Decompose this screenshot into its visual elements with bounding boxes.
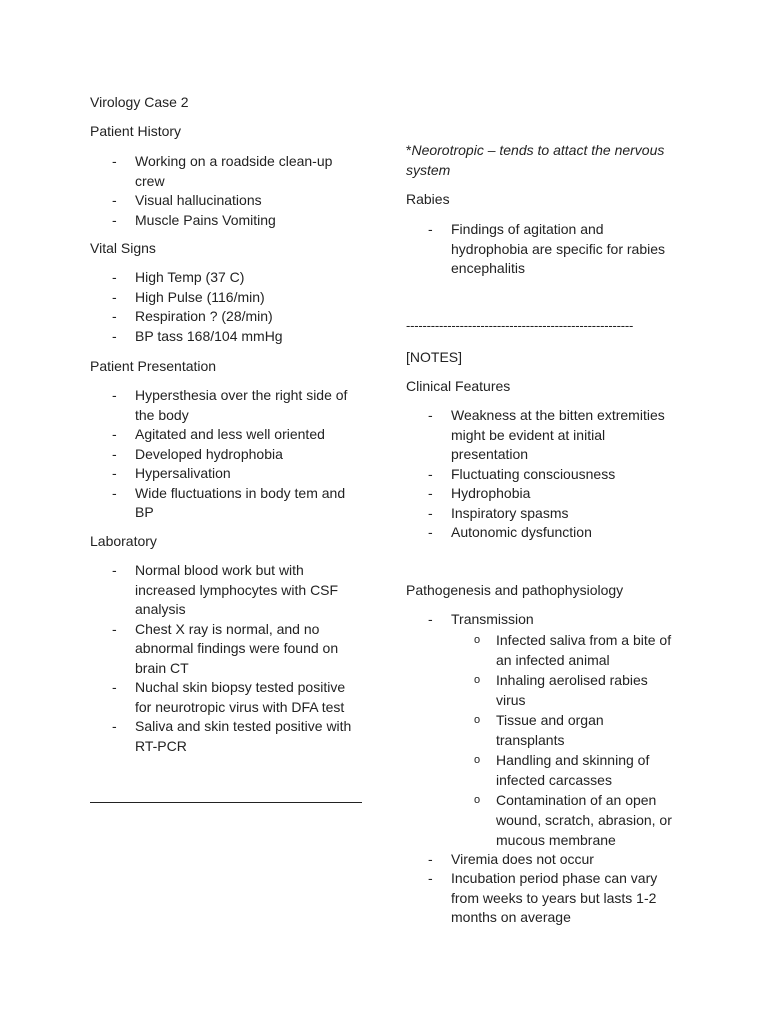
dash-bullet: - <box>112 153 117 169</box>
list-item: - Visual hallucinations <box>90 191 365 211</box>
dash-bullet: - <box>112 562 117 578</box>
list-item: - Findings of agitation and hydrophobia are specific for rabies encephalitis <box>428 221 666 276</box>
dash-bullet: - <box>112 192 117 208</box>
list-item: o Infected saliva from a bite of an infected animal <box>474 631 672 668</box>
list-item: o Contamination of an open wound, scratch, abrasion, or mucous membrane <box>474 791 672 848</box>
patient-history-heading: Patient History <box>90 123 182 139</box>
list-item: o Handling and skinning of infected carcasses <box>474 751 650 788</box>
list-item: - Fluctuating consciousness <box>406 465 681 485</box>
dash-bullet: - <box>112 269 117 285</box>
list-item: - Hypersthesia over the right side of the body <box>112 387 348 423</box>
laboratory-list <box>90 561 365 756</box>
list-item: - Wide fluctuations in body tem and BP <box>112 484 346 520</box>
circle-bullet: o <box>474 753 481 766</box>
list-item: - High Temp (37 C) <box>90 268 365 288</box>
notes-heading: [NOTES] <box>406 349 463 365</box>
list-item: - BP tass 168/104 mmHg <box>90 327 365 347</box>
dash-bullet: - <box>112 679 117 695</box>
dash-bullet: - <box>428 485 433 501</box>
neurotropic-note <box>406 141 666 180</box>
list-item: - Incubation period phase can vary from weeks to years but lasts 1-2 months on average <box>428 870 658 925</box>
clinical-features-heading: Clinical Features <box>406 378 511 394</box>
dash-bullet: - <box>112 718 117 734</box>
list-item: - Muscle Pains Vomiting <box>90 211 365 231</box>
dash-bullet: - <box>112 327 117 344</box>
list-item: - Respiration ? (28/min) <box>90 307 365 327</box>
document-title: Virology Case 2 <box>90 94 189 110</box>
rabies-heading: Rabies <box>406 191 450 207</box>
list-item: - Agitated and less well oriented <box>90 425 365 445</box>
dash-bullet: - <box>112 465 117 481</box>
list-item: - Normal blood work but with increased lymphocytes with CSF analysis <box>112 562 339 617</box>
list-item: - Autonomic dysfunction <box>406 523 681 543</box>
dash-bullet: - <box>112 288 117 305</box>
dash-bullet: - <box>112 445 117 462</box>
circle-bullet: o <box>474 713 481 726</box>
note-asterisk: * <box>406 142 412 158</box>
list-item: o Inhaling aerolised rabies virus <box>474 671 648 708</box>
dash-bullet: - <box>428 524 433 540</box>
patient-history-list <box>90 152 365 230</box>
dash-bullet: - <box>428 221 433 237</box>
list-item: - High Pulse (116/min) <box>90 288 365 308</box>
circle-bullet: o <box>474 633 481 646</box>
dash-bullet: - <box>112 211 117 228</box>
transmission-label: Transmission <box>451 611 534 627</box>
list-item: - Hydrophobia <box>406 484 681 504</box>
dash-bullet: - <box>112 484 117 501</box>
pathogenesis-heading: Pathogenesis and pathophysiology <box>406 582 624 598</box>
transmission-sublist <box>451 630 681 850</box>
dash-bullet: - <box>112 308 117 324</box>
circle-bullet: o <box>474 793 481 806</box>
dash-bullet: - <box>112 426 117 442</box>
laboratory-heading: Laboratory <box>90 533 157 549</box>
list-item: - Viremia does not occur <box>406 850 681 870</box>
dash-bullet: - <box>428 465 433 482</box>
list-item: - Working on a roadside clean-up crew <box>112 153 333 189</box>
list-item: - Chest X ray is normal, and no abnormal findings were found on brain CT <box>112 620 339 676</box>
dash-bullet: - <box>428 850 433 867</box>
dash-bullet: - <box>428 407 433 423</box>
list-item: - Saliva and skin tested positive with RT-PCR <box>112 718 352 754</box>
circle-bullet: o <box>474 673 481 686</box>
dash-bullet: - <box>428 870 433 886</box>
list-item: - Hypersalivation <box>90 464 365 484</box>
list-item: o Tissue and organ transplants <box>474 711 604 748</box>
rabies-list <box>406 220 681 279</box>
dash-bullet: - <box>428 611 433 627</box>
note-text: Neorotropic – tends to attact the nervous system <box>406 142 665 178</box>
pathogenesis-list <box>406 610 681 928</box>
patient-presentation-list <box>90 386 365 523</box>
vital-signs-list <box>90 268 365 346</box>
section-end-rule <box>90 802 362 803</box>
clinical-features-list <box>406 406 681 543</box>
dash-bullet: - <box>428 504 433 521</box>
list-item <box>406 610 681 850</box>
list-item: - Inspiratory spasms <box>406 504 681 524</box>
patient-presentation-heading: Patient Presentation <box>90 358 217 374</box>
vital-signs-heading: Vital Signs <box>90 240 156 256</box>
dash-bullet: - <box>112 620 117 637</box>
list-item: - Weakness at the bitten extremities might be evident at initial presentation <box>428 407 665 462</box>
list-item: - Developed hydrophobia <box>90 445 365 465</box>
list-item: - Nuchal skin biopsy tested positive for neurotropic virus with DFA test <box>112 679 346 715</box>
dashed-divider: ------------------------------------------------------- <box>406 318 634 333</box>
dash-bullet: - <box>112 387 117 403</box>
